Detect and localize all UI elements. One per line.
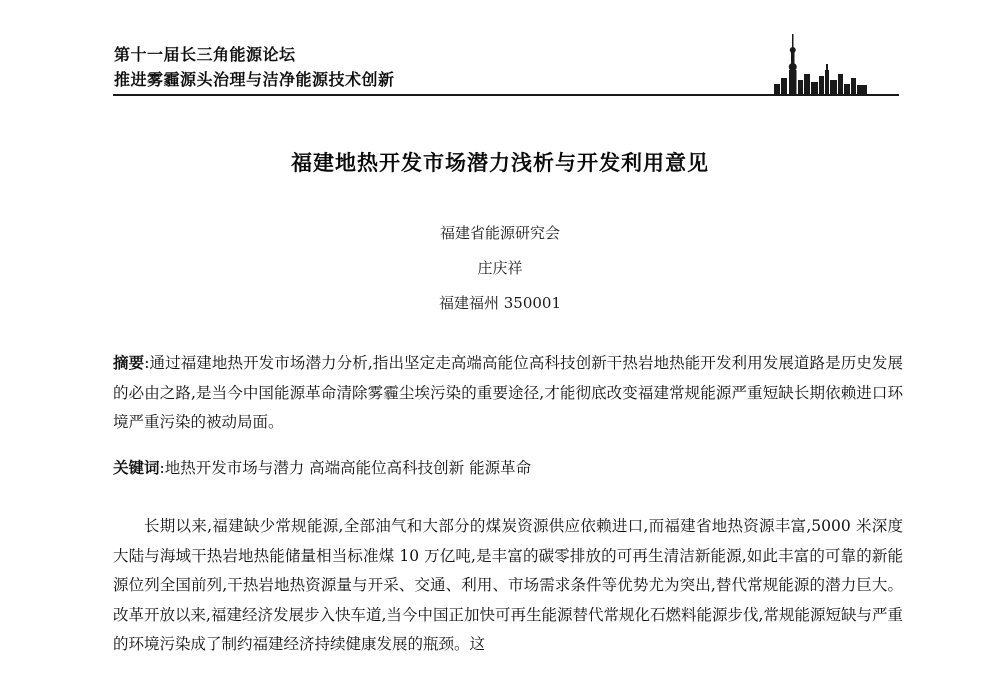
author-organization: 福建省能源研究会: [439, 224, 560, 242]
city-skyline-icon: [770, 30, 895, 96]
conference-name: 第十一届长三角能源论坛: [114, 45, 296, 64]
conference-theme: 推进雾霾源头治理与洁净能源技术创新: [114, 70, 395, 89]
author-address: 福建福州 350001: [438, 294, 562, 312]
keywords: [113, 456, 531, 478]
abstract-label: 摘要: [113, 353, 145, 372]
author-name: 庄庆祥: [477, 259, 523, 277]
abstract: [113, 348, 903, 438]
header-divider: [113, 94, 899, 96]
abstract-text: :通过福建地热开发市场潜力分析,指出坚定走高端高能位高科技创新干热岩地热能开发利用发展道路是历史发展的必由之路,是当今中国能源革命清除雾霾尘埃污染的重要途径,才能彻底改变福建常规能源严重短缺长期依赖进口环境严重污染的被动局面。: [113, 354, 903, 431]
body-paragraph: 长期以来,福建缺少常规能源,全部油气和大部分的煤炭资源供应依赖进口,而福建省地热资源丰富,5000 米深度大陆与海域干热岩地热能储量相当标准煤 10 万亿吨,是丰富的碳零排放的可再生清洁新能源,如此丰富的可靠的新能源位列全国前列,干热岩地热资源量与开采、交通、利用、市场需求条件等优势尤为突出,替代常规能源的潜力巨大。改革开放以来,福建经济发展步入快车道,当今中国正加快可再生能源替代常规化石燃料能源步伐,常规能源短缺与严重的环境污染成了制约福建经济持续健康发展的瓶颈。这: [113, 517, 903, 653]
keywords-text: :地热开发市场与潜力 高端高能位高科技创新 能源革命: [159, 459, 532, 477]
paper-title: 福建地热开发市场潜力浅析与开发利用意见: [291, 151, 709, 175]
keywords-label: 关键词: [113, 458, 160, 477]
